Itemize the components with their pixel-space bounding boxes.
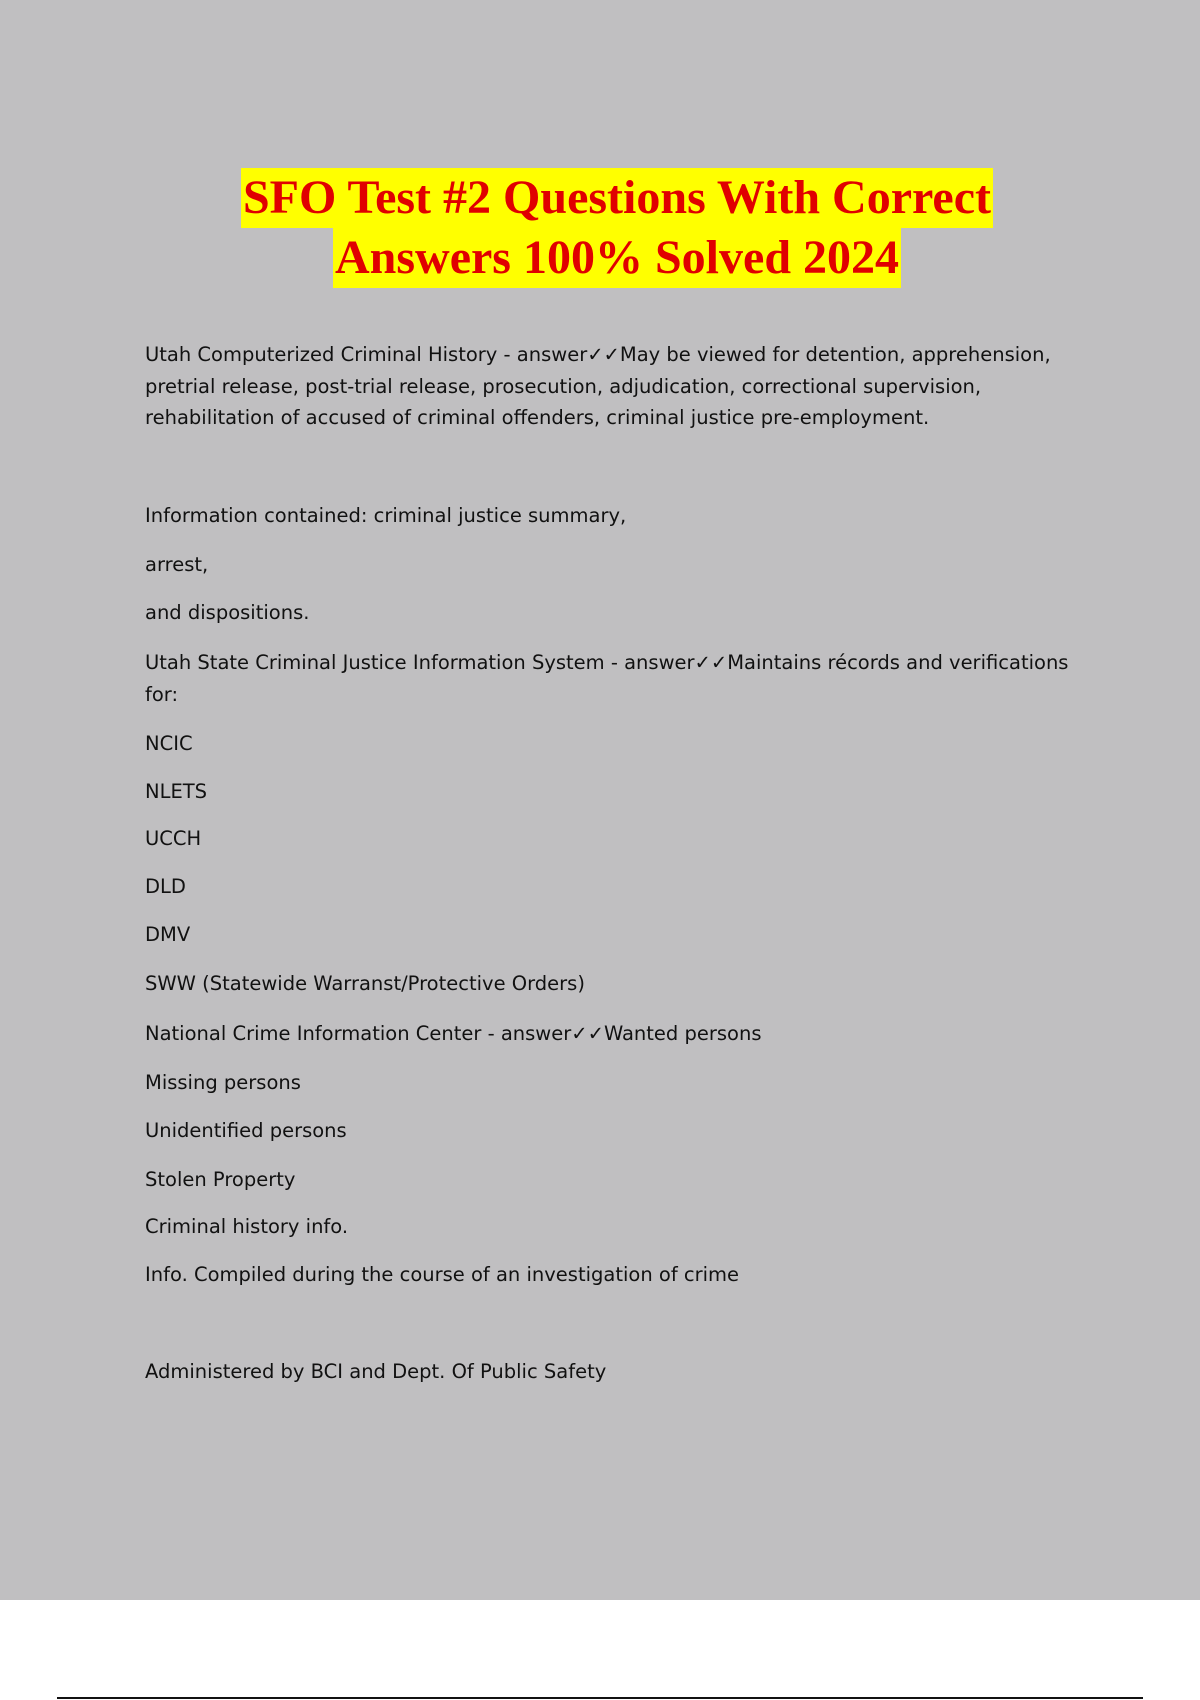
text-line: DMV bbox=[145, 923, 191, 946]
text-line: UCCH bbox=[145, 827, 202, 850]
text-line: Unidentified persons bbox=[145, 1119, 347, 1142]
text-line: Info. Compiled during the course of an investigation of crime bbox=[145, 1263, 740, 1286]
text-line: Missing persons bbox=[145, 1071, 301, 1094]
text-line: SWW (Statewide Warranst/Protective Orders) bbox=[145, 972, 585, 995]
text-line: NLETS bbox=[145, 780, 208, 803]
text-line: Utah Computerized Criminal History - answer✓✓May be viewed for detention, apprehension, bbox=[145, 343, 1051, 366]
text-line: Criminal history info. bbox=[145, 1215, 349, 1238]
document-title bbox=[0, 168, 1200, 288]
text-line: pretrial release, post-trial release, prosecution, adjudication, correctional supervision, bbox=[145, 375, 982, 398]
text-line: NCIC bbox=[145, 732, 193, 755]
title-line-2: Answers 100% Solved 2024 bbox=[333, 228, 901, 288]
text-line: Utah State Criminal Justice Information System - answer✓✓Maintains récords and verifications bbox=[145, 651, 1069, 674]
title-line-1: SFO Test #2 Questions With Correct bbox=[241, 168, 993, 228]
text-line: for: bbox=[145, 683, 179, 706]
footer-rule bbox=[57, 1697, 1143, 1699]
text-line: and dispositions. bbox=[145, 601, 310, 624]
text-line: DLD bbox=[145, 875, 186, 898]
text-line: Administered by BCI and Dept. Of Public Safety bbox=[145, 1360, 607, 1383]
text-line: Information contained: criminal justice summary, bbox=[145, 504, 627, 527]
text-line: rehabilitation of accused of criminal offenders, criminal justice pre-employment. bbox=[145, 406, 930, 429]
text-line: Stolen Property bbox=[145, 1168, 296, 1191]
text-line: arrest, bbox=[145, 553, 209, 576]
text-line: National Crime Information Center - answer✓✓Wanted persons bbox=[145, 1022, 762, 1045]
